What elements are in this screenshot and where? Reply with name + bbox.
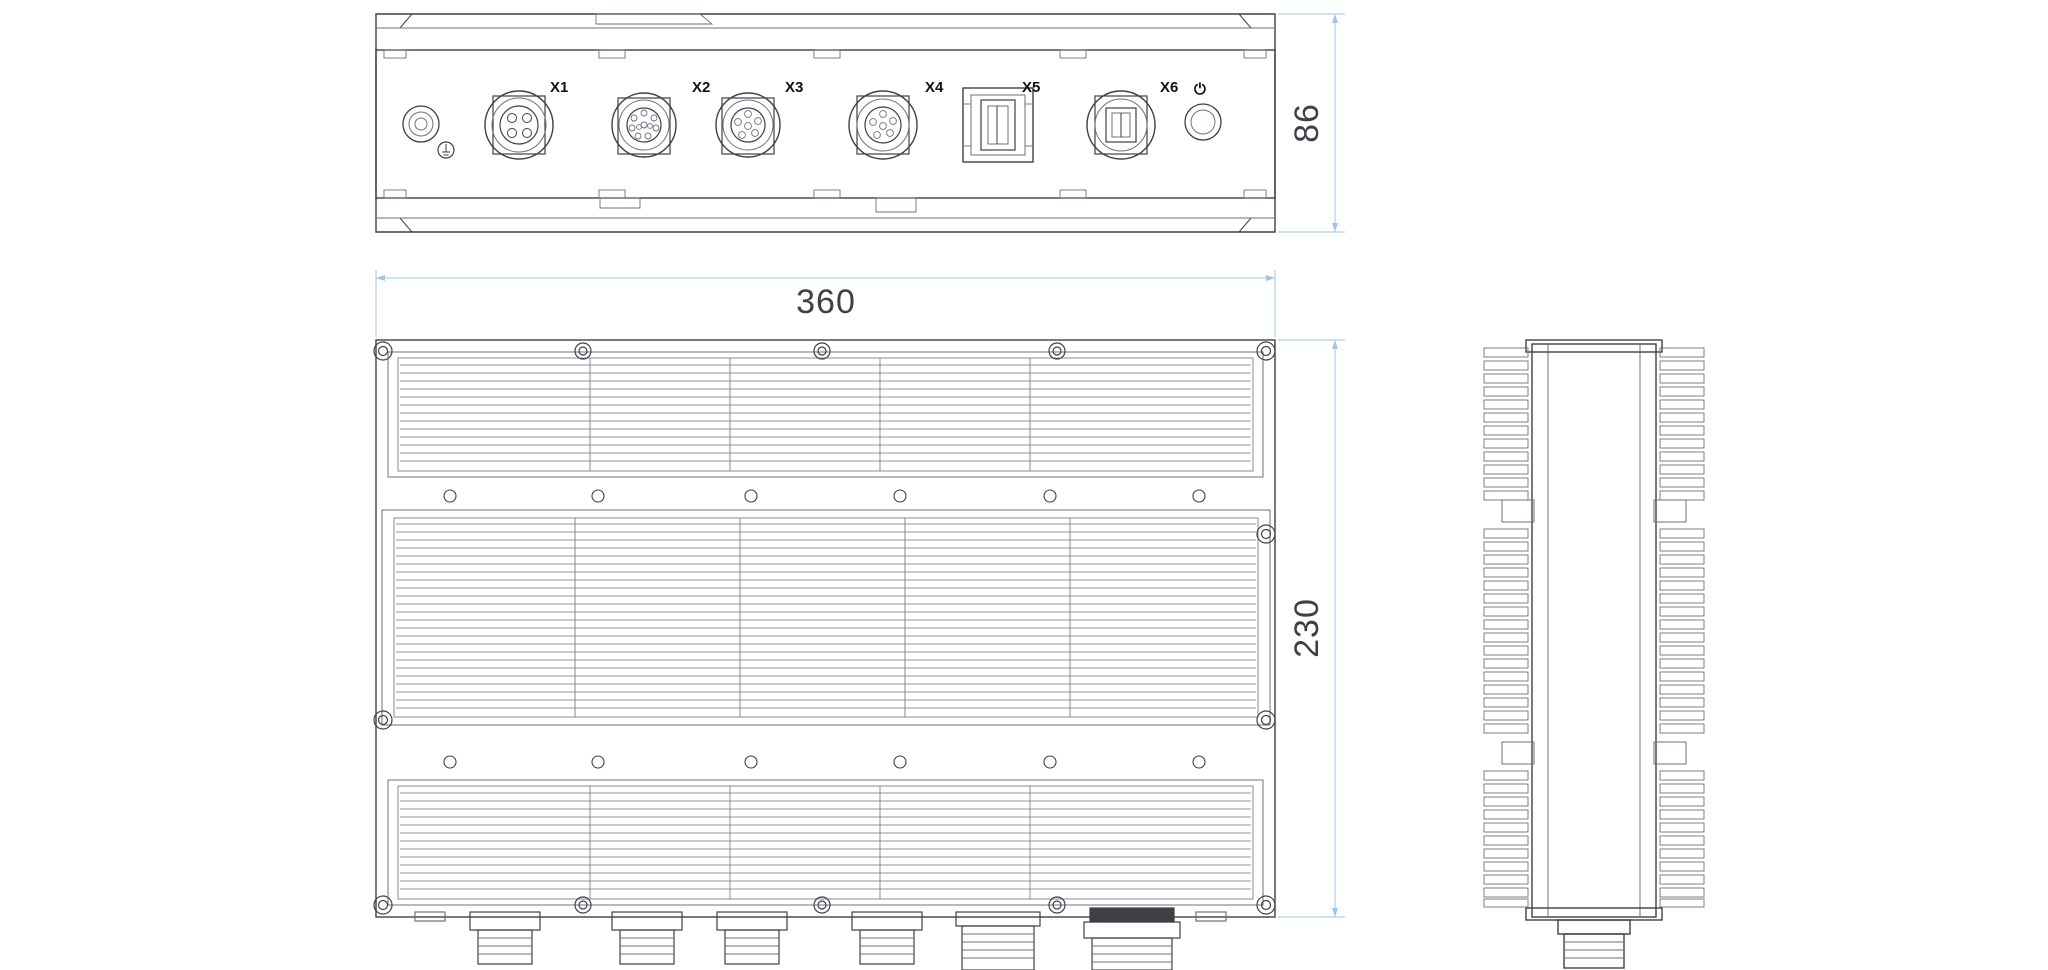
top-connector-x3 xyxy=(717,912,787,964)
front-panel-view xyxy=(376,14,1275,232)
side-profile-view xyxy=(1484,340,1704,968)
dimension-height-label: 86 xyxy=(1288,103,1326,143)
power-icon: ⏻ xyxy=(1194,81,1206,98)
top-connector-x1 xyxy=(470,912,540,964)
side-view-connector xyxy=(1558,920,1630,968)
port-label-x2: X2 xyxy=(692,79,711,96)
port-label-x3: X3 xyxy=(785,79,804,96)
port-label-x5: X5 xyxy=(1022,79,1041,96)
top-connector-x4 xyxy=(852,912,922,964)
port-label-x1: X1 xyxy=(550,79,569,96)
top-connector-x6 xyxy=(1084,908,1180,970)
top-housing-view xyxy=(374,340,1275,917)
dimension-depth-label: 230 xyxy=(1288,598,1326,658)
dimension-width xyxy=(376,270,1275,337)
dimension-depth xyxy=(1278,340,1345,917)
top-connector-x5 xyxy=(956,912,1040,970)
port-label-x6: X6 xyxy=(1160,79,1179,96)
dimension-height xyxy=(1278,14,1345,232)
top-connector-x2 xyxy=(612,912,682,964)
port-label-x4: X4 xyxy=(925,79,944,96)
dimension-width-label: 360 xyxy=(796,283,856,321)
